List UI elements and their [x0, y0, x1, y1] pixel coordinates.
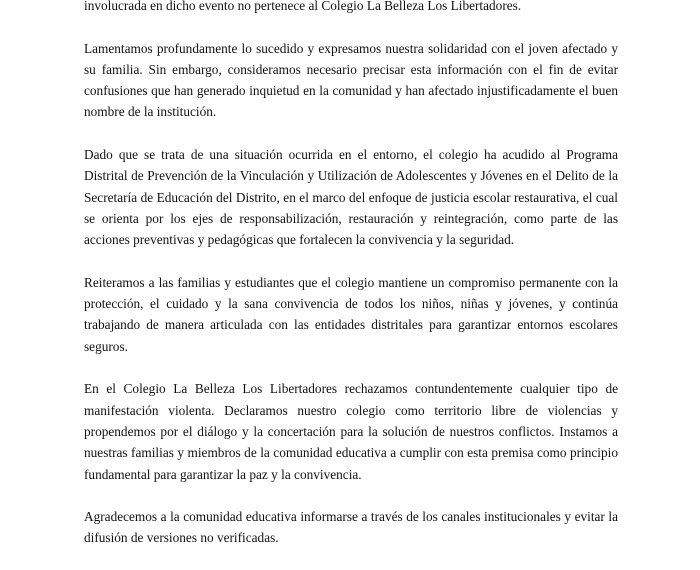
paragraph-6: Agradecemos a la comunidad educativa informarse a través de los canales institucionales y evitar la difusión de versiones no verificadas. [84, 509, 618, 546]
paragraph-2: Lamentamos profundamente lo sucedido y expresamos nuestra solidaridad con el joven afectado y su familia. Sin embargo, consideramos necesario precisar esta información con el fin de evitar confusiones que han generado inquietud en la comunidad y han afectado injustificadamente el buen nombre de la institución. [84, 40, 618, 120]
document-body [84, 0, 618, 570]
paragraph-1: involucrada en dicho evento no pertenece al Colegio La Belleza Los Libertadores. [84, 0, 522, 13]
paragraph-4: Reiteramos a las familias y estudiantes que el colegio mantiene un compromiso permanente con la protección, el cuidado y la sana convivencia de todos los niños, niñas y jóvenes, y continúa trabajando de manera articulada con las entidades distritales para garantizar entornos escolares seguros. [84, 274, 618, 354]
paragraph-3: Dado que se trata de una situación ocurrida en el entorno, el colegio ha acudido al Programa Distrital de Prevención de la Vinculación y Utilización de Adolescentes y Jóvenes en el Delito de la Secretaría de Educación del Distrito, en el marco del enfoque de justicia escolar restaurativa, el cual se orienta por los ejes de responsabilización, restauración y reintegración, como parte de las acciones preventivas y pedagógicas que fortalecen la convivencia y la seguridad. [84, 147, 618, 248]
paragraph-5: En el Colegio La Belleza Los Libertadores rechazamos contundentemente cualquier tipo de manifestación violenta. Declaramos nuestro colegio como territorio libre de violencias y propendemos por el diálogo y la concertación para la solución de nuestros conflictos. Instamos a nuestras familias y miembros de la comunidad educativa a cumplir con esta premisa como principio fundamental para garantizar la paz y la convivencia. [84, 381, 618, 482]
